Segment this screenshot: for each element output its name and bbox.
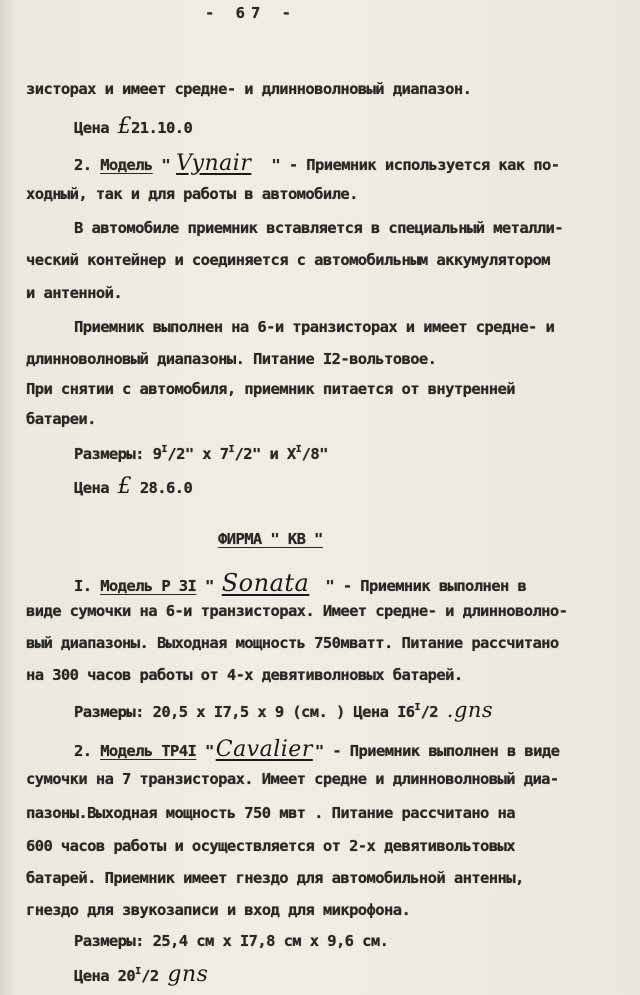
dimensions-text: Размеры: 20,5 x I7,5 x 9 (см. ) Цена I6: [74, 703, 415, 721]
text-line: ческий контейнер и соединяется с автомобильным аккумулятором: [26, 251, 550, 269]
text-line: и антенной.: [26, 284, 123, 302]
model-label: Модель: [100, 156, 153, 174]
item-number: I.: [74, 577, 92, 595]
item-number: 2.: [74, 742, 92, 760]
page-number: - 67 -: [205, 4, 297, 22]
quote: ": [205, 742, 214, 760]
text-line: батарей. Приемник имеет гнездо для автомобильной антенны,: [26, 869, 524, 887]
model-label: Модель ТР4I: [100, 742, 197, 760]
quote: ": [161, 156, 171, 174]
text-line: зисторах и имеет средне- и длинноволновый диапазон.: [26, 80, 472, 98]
handwritten-model-name: Cavalier: [215, 737, 313, 762]
model-line: [74, 151, 560, 176]
text-fragment: - Приемник выполнен в виде: [332, 742, 560, 760]
superscript: I: [295, 444, 302, 455]
price-line: [74, 114, 192, 139]
quote: ": [205, 577, 214, 595]
text-line: сумочки на 7 транзисторах. Имеет средне и длинноволновый диа-: [26, 770, 559, 788]
dim-value: /2" и X: [234, 445, 296, 463]
superscript: I: [414, 702, 421, 713]
pound-sign: £: [117, 114, 132, 139]
price-value: 20: [117, 967, 136, 985]
dim-value: /8": [301, 445, 328, 463]
dimensions-label: Размеры:: [74, 445, 144, 463]
price-label: Цена: [74, 967, 109, 985]
dimensions-line: [74, 444, 328, 463]
price-label: Цена: [74, 479, 109, 497]
text-fragment: - Приемник выполнен в: [342, 577, 527, 595]
price-value: /2: [141, 967, 159, 985]
quote: ": [325, 577, 335, 595]
text-line: ходный, так и для работы в автомобиле.: [26, 185, 358, 203]
dimensions-line: [74, 698, 493, 722]
text-line: длинноволновый диапазоны. Питание I2-вольтовое.: [26, 350, 437, 368]
price-value: 21.10.0: [131, 119, 193, 137]
pound-sign: £: [117, 474, 132, 499]
handwritten-model-name: Sonata: [221, 569, 310, 597]
text-line: Приемник выполнен на 6-и транзисторах и имеет средне- и: [74, 318, 555, 336]
superscript: I: [135, 966, 142, 977]
dim-value: /2" x 7: [167, 445, 229, 463]
superscript: I: [228, 444, 235, 455]
model-label: Модель Р 3I: [100, 577, 197, 595]
text-line: батареи.: [26, 410, 96, 428]
model-line: [74, 569, 526, 597]
handwritten-currency: gns: [167, 962, 209, 987]
model-line: [74, 737, 559, 762]
price-value: /2: [420, 703, 439, 721]
handwritten-model-name: Vynair: [176, 151, 252, 176]
quote: ": [314, 742, 324, 760]
text-fragment: - Приемник используется как по-: [288, 156, 560, 174]
price-line: [74, 962, 208, 987]
dimensions-line: Размеры: 25,4 см x I7,8 см x 9,6 см.: [74, 932, 389, 950]
item-number: 2.: [74, 156, 92, 174]
text-line: гнездо для звукозаписи и вход для микрофона.: [26, 901, 411, 919]
price-label: Цена: [74, 119, 109, 137]
firm-heading: ФИРМА " КВ ": [218, 530, 323, 548]
text-line: пазоны.Выходная мощность 750 мвт . Питание рассчитано на: [26, 804, 515, 822]
superscript: I: [161, 444, 168, 455]
text-line: вый диапазоны. Выходная мощность 750мватт. Питание рассчитано: [26, 634, 559, 652]
price-value: 28.6.0: [139, 479, 193, 497]
text-line: В автомобиле приемник вставляется в специальный металли-: [74, 219, 563, 237]
handwritten-currency: .gns: [446, 698, 494, 722]
text-line: 600 часов работы и осуществляется от 2-х девятивольтовых: [26, 837, 515, 855]
text-line: на 300 часов работы от 4-х девятиволновых батарей.: [26, 666, 463, 684]
text-line: При снятии с автомобиля, приемник питается от внутренней: [26, 380, 515, 398]
quote: ": [271, 156, 281, 174]
text-line: виде сумочки на 6-и транзисторах. Имеет средне- и длинноволно-: [26, 602, 568, 620]
dim-value: 9: [152, 445, 162, 463]
price-line: [74, 474, 192, 499]
